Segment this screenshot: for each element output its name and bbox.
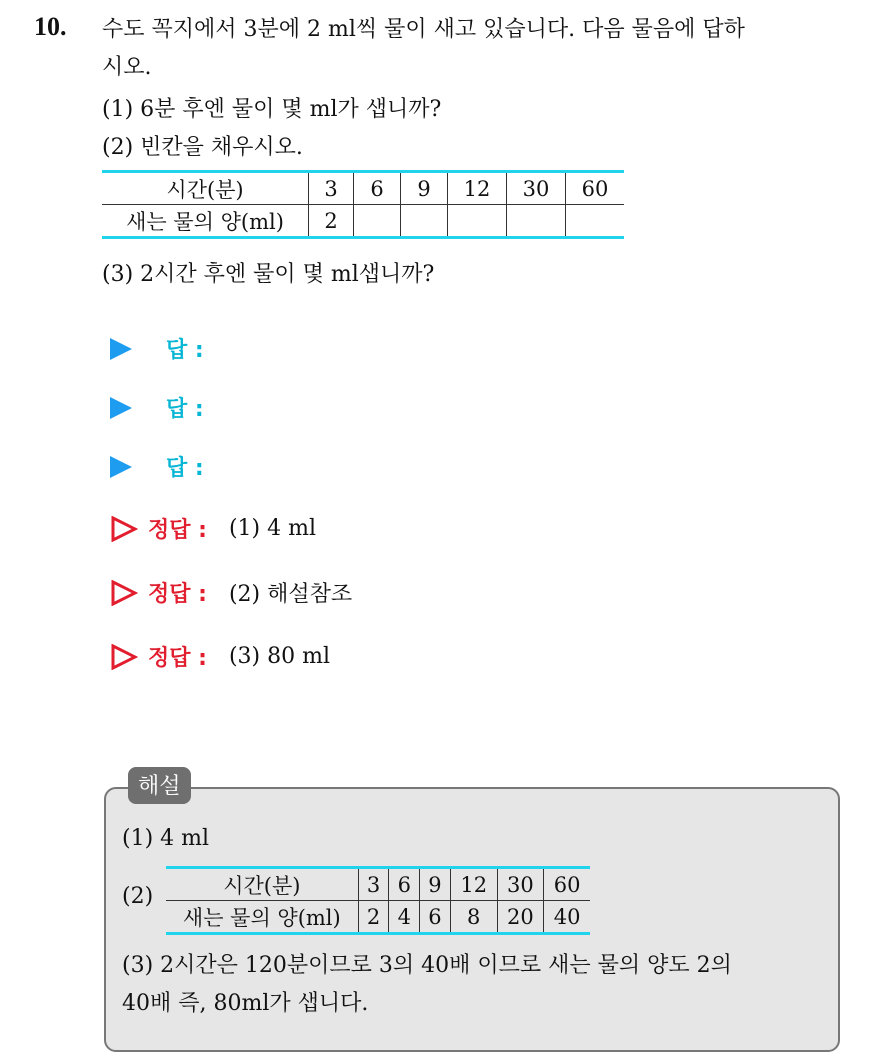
explanation-line-2-label: (2) <box>122 884 154 909</box>
answer-label: 답 : <box>166 338 204 363</box>
explanation-tab: 해설 <box>128 767 191 804</box>
solution-row-1 <box>110 513 316 544</box>
explanation-table <box>166 866 590 935</box>
table-cell: 12 <box>448 172 507 205</box>
table-cell: 60 <box>566 172 625 205</box>
solution-label: 정답 : <box>148 582 207 607</box>
table-row-header: 새는 물의 양(ml) <box>102 205 309 238</box>
table-cell: 8 <box>450 901 497 934</box>
subquestion-2: (2) 빈칸을 채우시오. <box>102 135 303 160</box>
play-triangle-icon <box>110 456 132 478</box>
question-table <box>102 170 624 239</box>
table-cell <box>401 205 448 238</box>
table-cell: 30 <box>507 172 566 205</box>
table-cell: 12 <box>450 868 497 901</box>
table-cell: 4 <box>389 901 420 934</box>
answer-label: 답 : <box>166 456 204 481</box>
table-cell: 9 <box>401 172 448 205</box>
table-cell <box>566 205 625 238</box>
table-cell: 2 <box>358 901 389 934</box>
table-cell: 30 <box>497 868 544 901</box>
table-row-header: 시간(분) <box>102 172 309 205</box>
answer-label: 답 : <box>166 397 204 422</box>
table-cell: 3 <box>358 868 389 901</box>
table-row-header: 새는 물의 양(ml) <box>166 901 358 934</box>
table-row-header: 시간(분) <box>166 868 358 901</box>
answer-row-3 <box>110 451 204 482</box>
question-text-line1: 수도 꼭지에서 3분에 2 ml씩 물이 새고 있습니다. 다음 물음에 답하 <box>102 17 745 42</box>
answer-row-1 <box>110 333 204 364</box>
solution-value: (3) 80 ml <box>228 644 331 669</box>
solution-row-2 <box>110 577 352 608</box>
question-text-line2: 시오. <box>102 55 152 80</box>
table-cell: 60 <box>544 868 590 901</box>
table-cell: 40 <box>553 904 581 929</box>
table-row <box>166 901 590 934</box>
table-cell: 6 <box>420 901 451 934</box>
outline-triangle-icon <box>110 516 138 542</box>
explanation-line-3b: 40배 즉, 80ml가 샙니다. <box>122 991 369 1016</box>
table-cell: 6 <box>389 868 420 901</box>
outline-triangle-icon <box>110 580 138 606</box>
table-cell <box>448 205 507 238</box>
table-row <box>102 205 624 238</box>
solution-label: 정답 : <box>148 518 207 543</box>
table-cell: 2 <box>309 205 354 238</box>
table-row <box>102 172 624 205</box>
table-cell <box>507 205 566 238</box>
play-triangle-icon <box>110 397 132 419</box>
answer-row-2 <box>110 392 204 423</box>
subquestion-3: (3) 2시간 후엔 물이 몇 ml샙니까? <box>102 262 435 287</box>
table-row <box>166 868 590 901</box>
solution-value: (1) 4 ml <box>228 516 317 541</box>
table-cell: 3 <box>309 172 354 205</box>
solution-value: (2) 해설참조 <box>228 582 353 607</box>
explanation-line-3a: (3) 2시간은 120분이므로 3의 40배 이므로 새는 물의 양도 2의 <box>122 953 732 978</box>
solution-row-3 <box>110 641 330 672</box>
play-triangle-icon <box>110 338 132 360</box>
outline-triangle-icon <box>110 644 138 670</box>
table-cell: 20 <box>497 901 544 934</box>
table-cell: 6 <box>354 172 401 205</box>
table-cell <box>354 205 401 238</box>
question-number: 10. <box>34 12 67 41</box>
explanation-line-1: (1) 4 ml <box>122 826 210 851</box>
table-cell: 9 <box>420 868 451 901</box>
solution-label: 정답 : <box>148 646 207 671</box>
subquestion-1: (1) 6분 후엔 물이 몇 ml가 샙니까? <box>102 97 442 122</box>
